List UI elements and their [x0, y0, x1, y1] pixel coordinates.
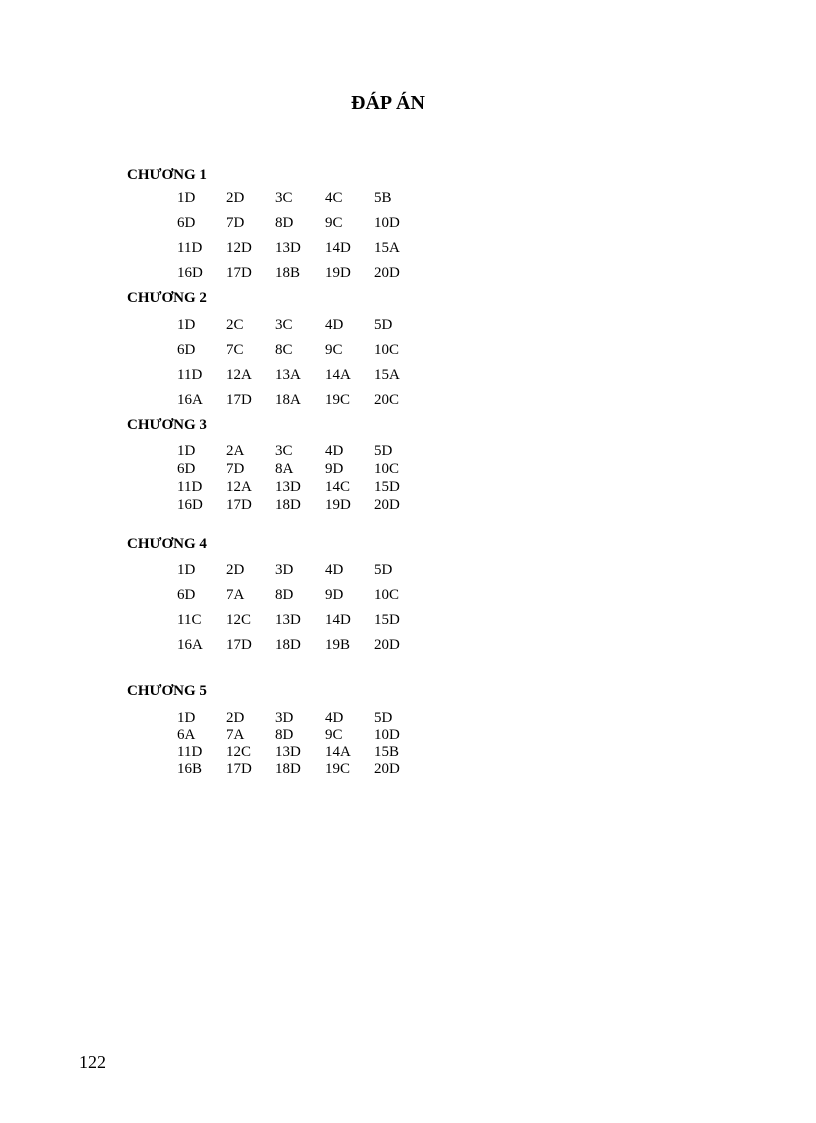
answer-cell: 11D	[177, 240, 203, 256]
answer-cell: 19D	[325, 265, 351, 281]
answer-cell: 8D	[275, 587, 294, 603]
answer-cell: 12C	[226, 744, 252, 760]
answer-cell: 9C	[325, 342, 343, 358]
answer-cell: 8D	[275, 727, 294, 743]
chapter-4-heading: CHƯƠNG 4	[127, 536, 207, 552]
answer-cell: 11D	[177, 367, 203, 383]
answer-cell: 5D	[374, 710, 393, 726]
answer-cell: 4D	[325, 317, 344, 333]
answer-cell: 10C	[374, 342, 400, 358]
answer-cell: 10C	[374, 587, 400, 603]
answer-cell: 16D	[177, 265, 203, 281]
answer-cell: 16A	[177, 637, 203, 653]
answer-cell: 15A	[374, 240, 400, 256]
answer-cell: 7A	[226, 727, 245, 743]
answer-cell: 6A	[177, 727, 196, 743]
answer-cell: 17D	[226, 265, 252, 281]
answer-cell: 15D	[374, 612, 400, 628]
answer-cell: 18D	[275, 497, 301, 513]
answer-cell: 14A	[325, 744, 351, 760]
answer-cell: 5D	[374, 562, 393, 578]
answer-cell: 12A	[226, 367, 252, 383]
answer-cell: 9C	[325, 215, 343, 231]
answer-cell: 4D	[325, 443, 344, 459]
answer-cell: 8A	[275, 461, 294, 477]
answer-cell: 3C	[275, 317, 293, 333]
answer-cell: 9C	[325, 727, 343, 743]
answer-cell: 14A	[325, 367, 351, 383]
answer-cell: 18D	[275, 637, 301, 653]
answer-cell: 13A	[275, 367, 301, 383]
answer-cell: 6D	[177, 461, 196, 477]
answer-cell: 2A	[226, 443, 245, 459]
answer-cell: 1D	[177, 562, 196, 578]
answer-cell: 17D	[226, 392, 252, 408]
chapter-5-heading: CHƯƠNG 5	[127, 683, 207, 699]
answer-cell: 16A	[177, 392, 203, 408]
answer-cell: 14D	[325, 240, 351, 256]
answer-cell: 2D	[226, 190, 245, 206]
answer-cell: 20D	[374, 761, 400, 777]
answer-cell: 3D	[275, 710, 294, 726]
answer-cell: 20D	[374, 497, 400, 513]
answer-cell: 4C	[325, 190, 343, 206]
answer-cell: 7A	[226, 587, 245, 603]
answer-cell: 19D	[325, 497, 351, 513]
answer-cell: 18D	[275, 761, 301, 777]
answer-cell: 12C	[226, 612, 252, 628]
answer-cell: 10D	[374, 727, 400, 743]
answer-cell: 1D	[177, 443, 196, 459]
answer-cell: 4D	[325, 562, 344, 578]
answer-cell: 14D	[325, 612, 351, 628]
answer-cell: 16B	[177, 761, 203, 777]
answer-cell: 19C	[325, 392, 351, 408]
page-title: ĐÁP ÁN	[351, 92, 425, 114]
answer-cell: 15A	[374, 367, 400, 383]
answer-cell: 10C	[374, 461, 400, 477]
answer-cell: 7D	[226, 215, 245, 231]
answer-cell: 3C	[275, 443, 293, 459]
answer-cell: 5B	[374, 190, 392, 206]
answer-cell: 19C	[325, 761, 351, 777]
answer-cell: 2D	[226, 562, 245, 578]
answer-cell: 7C	[226, 342, 244, 358]
answer-cell: 11D	[177, 479, 203, 495]
answer-cell: 12D	[226, 240, 252, 256]
chapter-1-heading: CHƯƠNG 1	[127, 167, 207, 183]
answer-cell: 13D	[275, 612, 301, 628]
answer-cell: 17D	[226, 497, 252, 513]
answer-cell: 13D	[275, 479, 301, 495]
answer-cell: 9D	[325, 461, 344, 477]
chapter-3-heading: CHƯƠNG 3	[127, 417, 207, 433]
answer-cell: 2C	[226, 317, 244, 333]
answer-cell: 17D	[226, 761, 252, 777]
answer-cell: 8C	[275, 342, 293, 358]
answer-cell: 3C	[275, 190, 293, 206]
page-number: 122	[79, 1052, 106, 1072]
answer-cell: 20C	[374, 392, 400, 408]
answer-cell: 20D	[374, 265, 400, 281]
answer-cell: 20D	[374, 637, 400, 653]
answer-cell: 5D	[374, 317, 393, 333]
answer-cell: 18A	[275, 392, 301, 408]
answer-cell: 7D	[226, 461, 245, 477]
answer-cell: 1D	[177, 317, 196, 333]
answer-cell: 16D	[177, 497, 203, 513]
answer-cell: 10D	[374, 215, 400, 231]
answer-cell: 14C	[325, 479, 351, 495]
answer-cell: 11D	[177, 744, 203, 760]
answer-cell: 6D	[177, 215, 196, 231]
answer-cell: 18B	[275, 265, 301, 281]
answer-cell: 5D	[374, 443, 393, 459]
answer-cell: 12A	[226, 479, 252, 495]
answer-cell: 1D	[177, 710, 196, 726]
answer-cell: 17D	[226, 637, 252, 653]
answer-cell: 11C	[177, 612, 202, 628]
answer-cell: 15B	[374, 744, 400, 760]
answer-cell: 4D	[325, 710, 344, 726]
answer-cell: 2D	[226, 710, 245, 726]
answer-cell: 6D	[177, 342, 196, 358]
answer-cell: 3D	[275, 562, 294, 578]
answer-cell: 13D	[275, 240, 301, 256]
chapter-2-heading: CHƯƠNG 2	[127, 290, 207, 306]
answer-cell: 19B	[325, 637, 351, 653]
answer-cell: 1D	[177, 190, 196, 206]
answer-cell: 13D	[275, 744, 301, 760]
answer-cell: 9D	[325, 587, 344, 603]
answer-cell: 6D	[177, 587, 196, 603]
answer-cell: 15D	[374, 479, 400, 495]
answer-cell: 8D	[275, 215, 294, 231]
